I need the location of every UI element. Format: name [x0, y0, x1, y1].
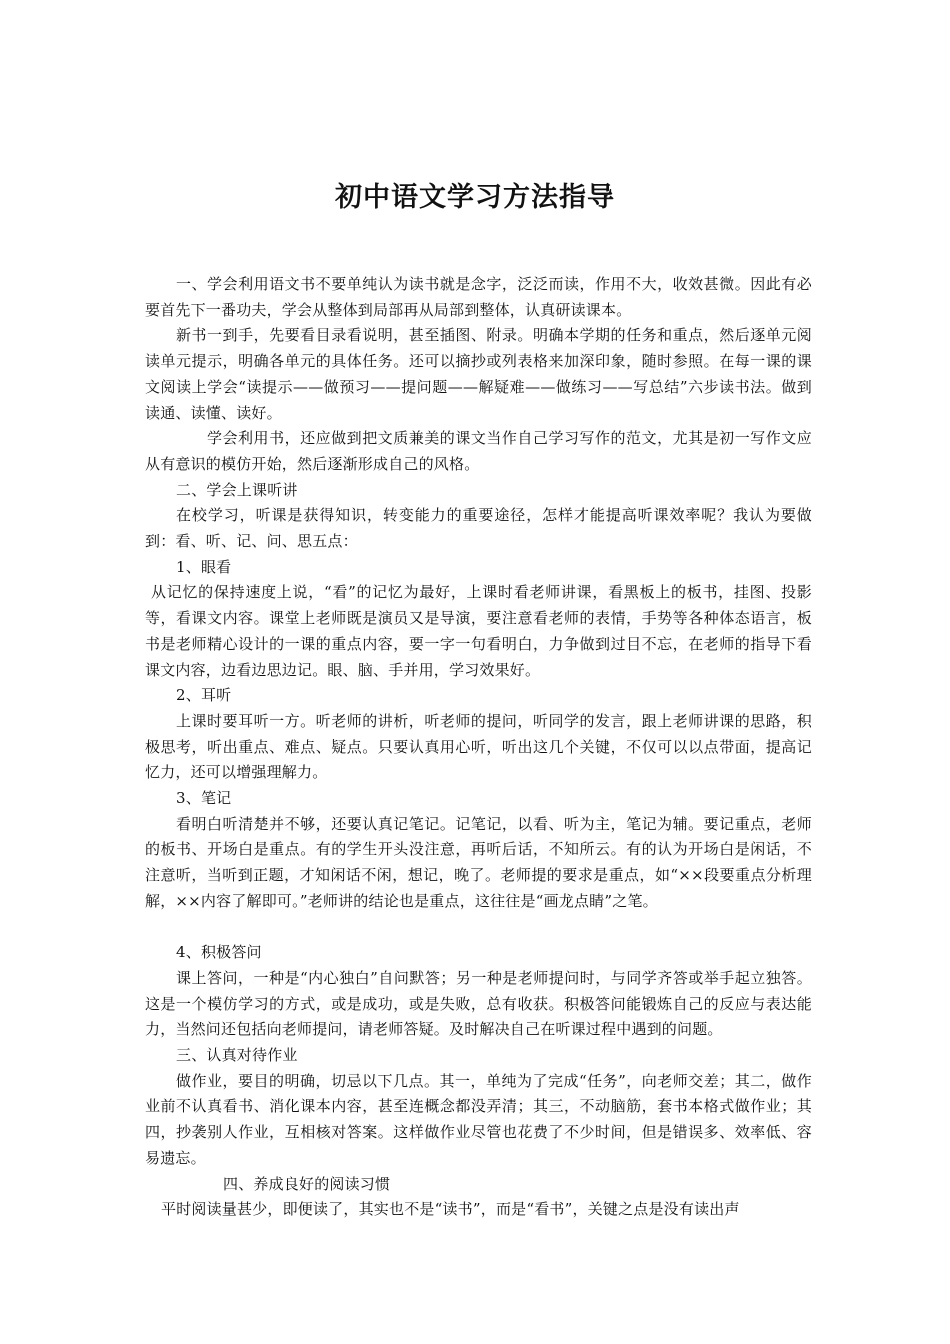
subheading-4: 4、积极答问: [176, 943, 262, 962]
subheading-2: 2、耳听: [176, 686, 232, 705]
paragraph-9: 做作业，要目的明确，切忌以下几点。其一，单纯为了完成“任务”，向老师交差；其二，做作业前不认真看书、消化课本内容，甚至连概念都没弄清；其三，不动脑筋，套书本格式做作业；其四，抄袭别人作业，互相核对答案。这样做作业尽管也花费了不少时间，但是错误多、效率低、容易遗忘。: [145, 1071, 812, 1167]
section-heading-3: 三、认真对待作业: [176, 1046, 298, 1065]
paragraph-7: 看明白听清楚并不够，还要认真记笔记。记笔记，以看、听为主，笔记为辅。要记重点，老师的板书、开场白是重点。有的学生开头没注意，再听后话，不知所云。有的认为开场白是闲话，不注意听，当听到正题，才知闲话不闲，想记，晚了。老师提的要求是重点，如“××段要重点分析理解，××内容了解即可。”老师讲的结论也是重点，这往往是“画龙点睛”之笔。: [145, 814, 812, 910]
paragraph-1: 一、学会利用语文书不要单纯认为读书就是念字，泛泛而读，作用不大，收效甚微。因此有必要首先下一番功夫，学会从整体到局部再从局部到整体，认真研读课本。: [145, 275, 812, 319]
paragraph-6: 上课时要耳听一方。听老师的讲析，听老师的提问，听同学的发言，跟上老师讲课的思路，积极思考，听出重点、难点、疑点。只要认真用心听，听出这几个关键，不仅可以以点带面，提高记忆力，还可以增强理解力。: [145, 711, 812, 782]
paragraph-3: 学会利用书，还应做到把文质兼美的课文当作自己学习写作的范文，尤其是初一写作文应从有意识的模仿开始，然后逐渐形成自己的风格。: [145, 429, 812, 473]
section-heading-2: 二、学会上课听讲: [176, 480, 298, 499]
paragraph-4: 在校学习，听课是获得知识，转变能力的重要途径，怎样才能提高听课效率呢？我认为要做到：看、听、记、问、思五点：: [145, 506, 812, 551]
section-heading-4: 四、养成良好的阅读习惯: [223, 1174, 391, 1193]
paragraph-10: 平时阅读量甚少，即便读了，其实也不是“读书”，而是“看书”，关键之点是没有读出声: [161, 1200, 740, 1219]
document-title: 初中语文学习方法指导: [335, 182, 615, 213]
document-body: [145, 272, 812, 1223]
subheading-1: 1、眼看: [176, 557, 232, 576]
blank-line: [145, 915, 812, 941]
subheading-3: 3、笔记: [176, 789, 232, 808]
paragraph-5: 从记忆的保持速度上说，“看”的记忆为最好，上课时看老师讲课，看黑板上的板书，挂图、投影等，看课文内容。课堂上老师既是演员又是导演，要注意看老师的表情，手势等各种体态语言，板书是老师精心设计的一课的重点内容，要一字一句看明白，力争做到过目不忘，在老师的指导下看课文内容，边看边思边记。眼、脑、手并用，学习效果好。: [145, 583, 812, 679]
paragraph-8: 课上答问，一种是“内心独白”自问默答；另一种是老师提问时，与同学齐答或举手起立独答。这是一个模仿学习的方式，或是成功，或是失败，总有收获。积极答问能锻炼自己的反应与表达能力，当然问还包括向老师提问，请老师答疑。及时解决自己在听课过程中遇到的问题。: [145, 968, 812, 1039]
paragraph-2: 新书一到手，先要看目录看说明，甚至插图、附录。明确本学期的任务和重点，然后逐单元阅读单元提示，明确各单元的具体任务。还可以摘抄或列表格来加深印象，随时参照。在每一课的课文阅读上学会“读提示——做预习——提问题——解疑难——做练习——写总结”六步读书法。做到读通、读懂、读好。: [145, 326, 812, 422]
